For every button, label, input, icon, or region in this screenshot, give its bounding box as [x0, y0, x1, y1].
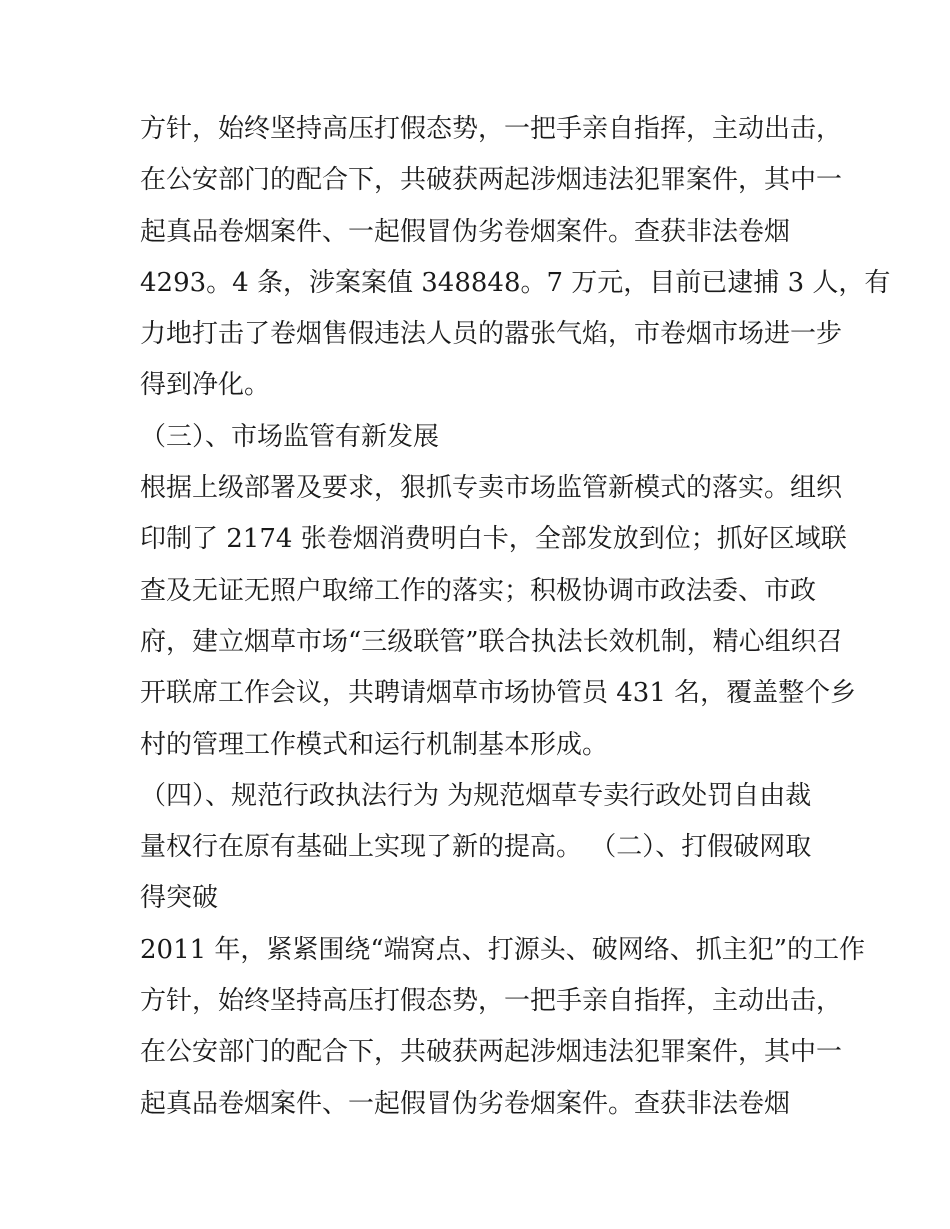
text-line: 村的管理工作模式和运行机制基本形成。	[140, 729, 609, 760]
text-line: 起真品卷烟案件、一起假冒伪劣卷烟案件。查获非法卷烟	[140, 216, 791, 247]
text-line: 量权行在原有基础上实现了新的提高。 （二）、打假破网取	[140, 832, 812, 863]
text-line: 查及无证无照户取缔工作的落实；积极协调市政法委、市政	[140, 575, 817, 606]
section-heading: （三）、市场监管有新发展	[140, 421, 440, 452]
text-line: 得到净化。	[140, 370, 271, 401]
text-line: 印制了 2174 张卷烟消费明白卡，全部发放到位；抓好区域联	[140, 524, 847, 555]
text-line: 起真品卷烟案件、一起假冒伪劣卷烟案件。查获非法卷烟	[140, 1088, 791, 1119]
text-line: 府，建立烟草市场“三级联管”联合执法长效机制，精心组织召	[140, 626, 843, 657]
text-line: 在公安部门的配合下，共破获两起涉烟违法犯罪案件，其中一	[140, 165, 843, 196]
text-line: 开联席工作会议，共聘请烟草市场协管员 431 名，覆盖整个乡	[140, 678, 857, 709]
text-line: 方针，始终坚持高压打假态势，一把手亲自指挥，主动出击，	[140, 986, 843, 1017]
text-line: 方针，始终坚持高压打假态势，一把手亲自指挥，主动出击，	[140, 114, 843, 144]
document-body	[140, 104, 891, 1130]
text-line: 4293。4 条，涉案案值 348848。7 万元，目前已逮捕 3 人，有	[140, 267, 891, 298]
text-line: 根据上级部署及要求，狠抓专卖市场监管新模式的落实。组织	[140, 473, 843, 504]
text-line: 得突破	[140, 883, 219, 914]
text-line: 在公安部门的配合下，共破获两起涉烟违法犯罪案件，其中一	[140, 1037, 843, 1068]
text-line: 2011 年，紧紧围绕“端窝点、打源头、破网络、抓主犯”的工作	[140, 934, 866, 965]
section-heading: （四）、规范行政执法行为 为规范烟草专卖行政处罚自由裁	[140, 780, 812, 811]
text-line: 力地打击了卷烟售假违法人员的嚣张气焰，市卷烟市场进一步	[140, 319, 843, 350]
